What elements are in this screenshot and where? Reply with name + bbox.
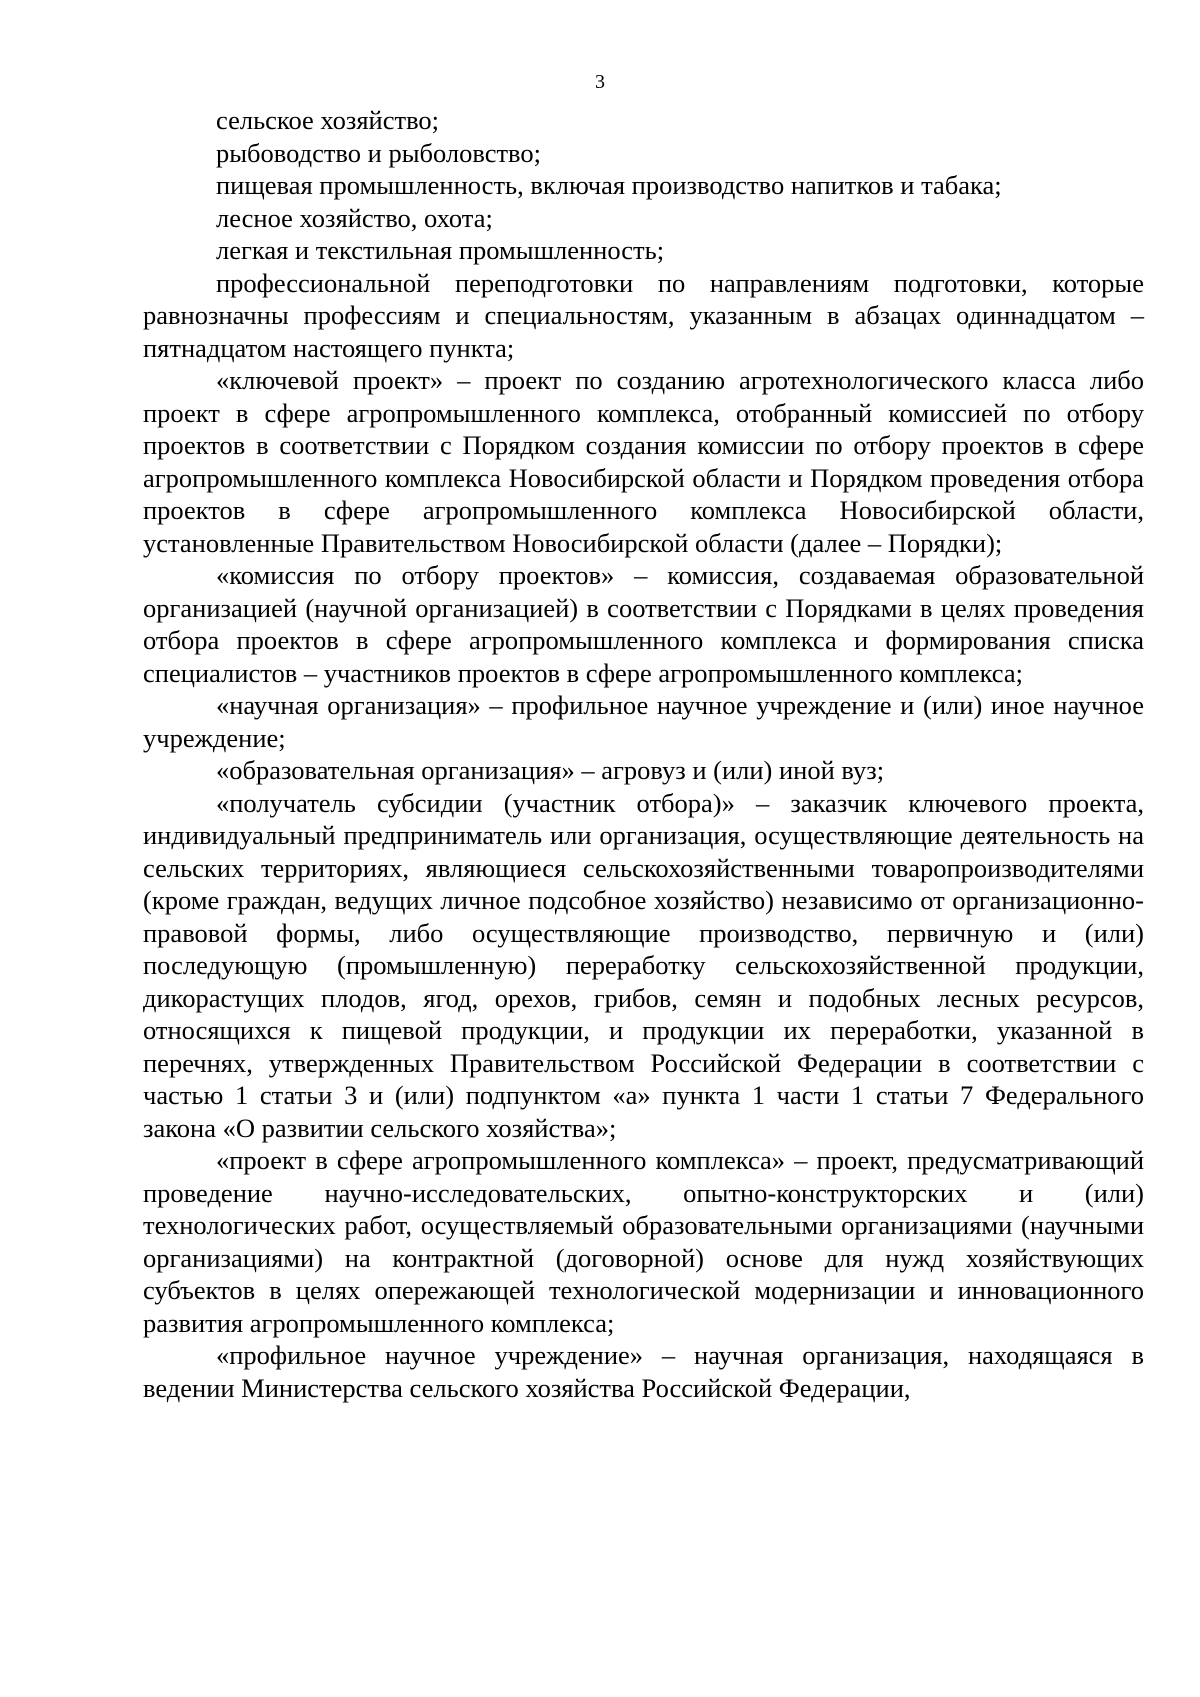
list-item-food-industry: пищевая промышленность, включая производство напитков и табака; <box>216 170 1002 200</box>
definition-specialized-institution: «профильное научное учреждение» – научная организация, находящаяся в ведении Министерства сельского хозяйства Российской Федерации, <box>143 1340 1144 1403</box>
paragraph-retraining: профессиональной переподготовки по направлениям подготовки, которые равнозначны профессиям и специальностям, указанным в абзацах одиннадцатом – пятнадцатом настоящего пункта; <box>143 267 1144 363</box>
list-item-forestry: лесное хозяйство, охота; <box>216 202 493 233</box>
list-item-fishery: рыбоводство и рыболовство; <box>216 137 542 168</box>
document-body <box>143 104 1144 1404</box>
definition-scientific-organization: «научная организация» – профильное научное учреждение и (или) иное научное учреждение; <box>143 690 1144 753</box>
definition-key-project: «ключевой проект» – проект по созданию агротехнологического класса либо проект в сфере агропромышленного комплекса, отобранный комиссией по отбору проектов в соответствии с Порядком создания комиссии по отбору проектов в сфере агропромышленного комплекса Новосибирской области и Порядком проведения отбора проектов в сфере агропромышленного комплекса Новосибирской области, установленные Правительством Новосибирской области (далее – Порядки); <box>143 365 1144 558</box>
definition-agro-project: «проект в сфере агропромышленного комплекса» – проект, предусматривающий проведение научно-исследовательских, опытно-конструкторских и (или) технологических работ, осуществляемый образовательными организациями (научными организациями) на контрактной (договорной) основе для нужд хозяйствующих субъектов в целях опережающей технологической модернизации и инновационного развития агропромышленного комплекса; <box>143 1145 1144 1338</box>
definition-educational-organization: «образовательная организация» – агровуз и (или) иной вуз; <box>216 755 885 785</box>
page-number: 3 <box>595 71 605 93</box>
list-item-light-industry: легкая и текстильная промышленность; <box>216 235 665 265</box>
definition-selection-commission: «комиссия по отбору проектов» – комиссия, создаваемая образовательной организацией (научной организацией) в соответствии с Порядками в целях проведения отбора проектов в сфере агропромышленного комплекса и формирования списка специалистов – участников проектов в сфере агропромышленного комплекса; <box>143 560 1144 688</box>
list-item-agriculture: сельское хозяйство; <box>216 105 440 135</box>
definition-subsidy-recipient: «получатель субсидии (участник отбора)» – заказчик ключевого проекта, индивидуальный предприниматель или организация, осуществляющие деятельность на сельских территориях, являющиеся сельскохозяйственными товаропроизводителями (кроме граждан, ведущих личное подсобное хозяйство) независимо от организационно-правовой формы, либо осуществляющие производство, первичную и (или) последующую (промышленную) переработку сельскохозяйственной продукции, дикорастущих плодов, ягод, орехов, грибов, семян и подобных лесных ресурсов, относящихся к пищевой продукции, и продукции их переработки, указанной в перечнях, утвержденных Правительством Российской Федерации в соответствии с частью 1 статьи 3 и (или) подпунктом «а» пункта 1 части 1 статьи 7 Федерального закона «О развитии сельского хозяйства»; <box>143 787 1144 1143</box>
